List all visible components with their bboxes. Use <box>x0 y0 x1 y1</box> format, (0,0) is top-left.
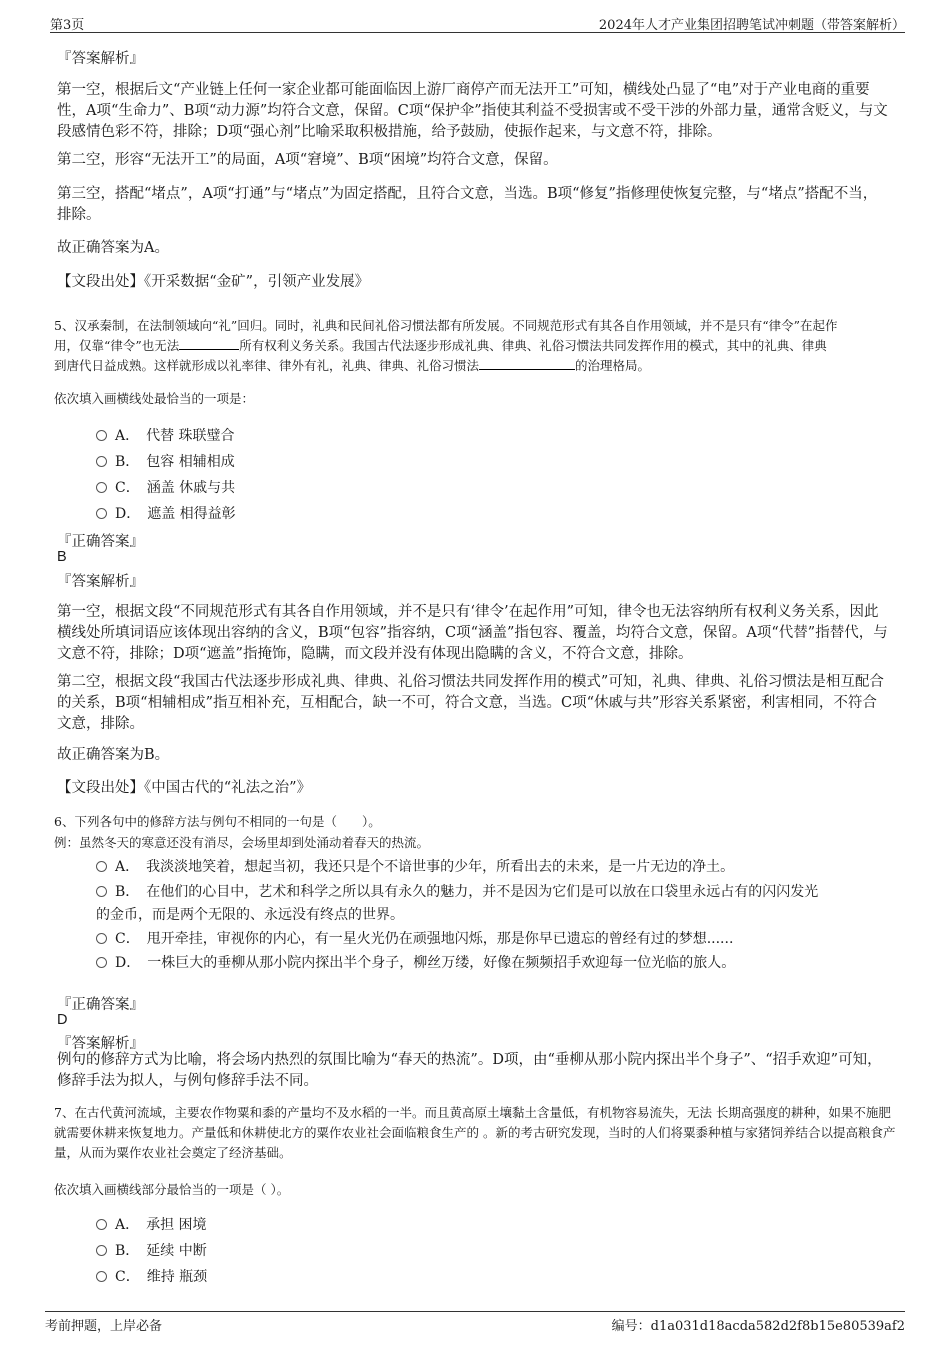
q5-stem-text: 所有权利义务关系。我国古代法逐步形成礼典、律典、礼俗习惯法共同发挥作用的模式，其中的礼典、律典 <box>239 338 827 353</box>
q6-option-d[interactable] <box>96 952 735 972</box>
footer-slogan: 考前押题，上岸必备 <box>45 1319 163 1334</box>
radio-icon[interactable] <box>96 1219 107 1230</box>
radio-icon[interactable] <box>96 1271 107 1282</box>
option-label: B． 在他们的心目中，艺术和科学之所以具有永久的魅力，并不是因为它们是可以放在口袋里永远占有的闪闪发光 <box>115 884 819 900</box>
q5-stem-line3 <box>54 356 650 374</box>
page-footer <box>45 1311 905 1334</box>
q7-option-b[interactable] <box>96 1240 207 1260</box>
q5-analysis-para2: 第二空，根据文段“我国古代法逐步形成礼典、律典、礼俗习惯法共同发挥作用的模式”可知，礼典、律典、礼俗习惯法是相互配合的关系，B项“相辅相成”指互相补充，互相配合，缺一不可，符合文意，当选。C项“休戚与共”形容关系紧密，利害相同，不符合文意，排除。 <box>57 674 884 732</box>
radio-icon[interactable] <box>96 957 107 968</box>
document-id: 编号：d1a031d18acda582d2f8b15e80539af2 <box>611 1319 905 1334</box>
q5-option-b[interactable] <box>96 451 235 471</box>
q5-stem-text: 到唐代日益成熟。这样就形成以礼率律、律外有礼，礼典、律典、礼俗习惯法 <box>54 358 480 373</box>
radio-icon[interactable] <box>96 861 107 872</box>
q5-answer: B <box>57 549 67 565</box>
radio-icon[interactable] <box>96 482 107 493</box>
option-label: C． 涵盖 休戚与共 <box>115 480 236 496</box>
radio-icon[interactable] <box>96 1245 107 1256</box>
q5-blank-2 <box>479 357 575 370</box>
q5-source: 【文段出处】《中国古代的“礼法之治”》 <box>57 780 312 796</box>
q4-source: 【文段出处】《开采数据“金矿”，引领产业发展》 <box>57 274 370 290</box>
option-label: C． 甩开牵挂，审视你的内心，有一星火光仍在顽强地闪烁，那是你早已遗忘的曾经有过的梦想...... <box>115 931 734 947</box>
option-label: B． 包容 相辅相成 <box>115 454 235 470</box>
q4-analysis-para1: 第一空，根据后文“产业链上任何一家企业都可能面临因上游厂商停产而无法开工”可知，横线处凸显了“电”对于产业电商的重要性，A项“生命力”、B项“动力源”均符合文意，保留。C项“保护伞”指使其利益不受损害或不受干涉的外部力量，通常含贬义，与文段感情色彩不符，排除；D项“强心剂”比喻采取积极措施，给予鼓励，使振作起来，与文意不符，排除。 <box>57 82 888 140</box>
radio-icon[interactable] <box>96 933 107 944</box>
q5-analysis-label: 『答案解析』 <box>57 574 144 590</box>
q6-option-c[interactable] <box>96 928 733 948</box>
q7-option-a[interactable] <box>96 1214 207 1234</box>
q6-option-b-cont: 的金币，而是两个无限的、永远没有终点的世界。 <box>96 907 404 923</box>
q4-analysis-para3: 第三空，搭配“堵点”，A项“打通”与“堵点”为固定搭配，且符合文意，当选。B项“修复”指修理使恢复完整，与“堵点”搭配不当，排除。 <box>57 186 878 223</box>
q5-conclusion: 故正确答案为B。 <box>57 747 170 763</box>
radio-icon[interactable] <box>96 886 107 897</box>
option-label: A． 我淡淡地笑着，想起当初，我还只是个不谙世事的少年，所看出去的未来，是一片无边的净土。 <box>115 859 735 875</box>
q6-analysis: 例句的修辞方式为比喻，将会场内热烈的氛围比喻为“春天的热流”。D项，由“垂柳从那小院内探出半个身子”、“招手欢迎”可知，修辞手法为拟人，与例句修辞手法不同。 <box>57 1052 882 1089</box>
q5-stem-line2 <box>54 336 827 354</box>
option-label: A． 承担 困境 <box>115 1217 207 1233</box>
q6-answer-label: 『正确答案』 <box>57 997 144 1013</box>
q4-conclusion: 故正确答案为A。 <box>57 240 169 256</box>
q7-prompt: 依次填入画横线部分最恰当的一项是（ ）。 <box>54 1182 290 1197</box>
radio-icon[interactable] <box>96 430 107 441</box>
q5-option-c[interactable] <box>96 477 235 497</box>
q5-option-a[interactable] <box>96 425 235 445</box>
q6-example: 例：虽然冬天的寒意还没有消尽，会场里却到处涌动着春天的热流。 <box>54 835 430 850</box>
q6-option-b[interactable] <box>96 881 818 901</box>
q5-blank-1 <box>179 337 239 350</box>
q5-prompt: 依次填入画横线处最恰当的一项是： <box>54 391 255 406</box>
q5-stem-line1: 5、汉承秦制，在法制领域向“礼”回归。同时，礼典和民间礼俗习惯法都有所发展。不同规范形式有其各自作用领域，并不是只有“律令”在起作 <box>54 318 838 333</box>
q7-stem: 7、在古代黄河流域，主要农作物粟和黍的产量均不及水稻的一半。而且黄高原土壤黏土含量低，有机物容易流失，无法 长期高强度的耕种，如果不施肥就需要休耕来恢复地力。产量低和休耕使北方的粟作农业社会面临粮食生产的 。新的考古研究发现，当时的人们将粟黍种植与家猪饲养结合以提高粮食产量，从而为粟作农业社会奠定了经济基础。 <box>54 1105 896 1160</box>
q5-analysis-para1: 第一空，根据文段“不同规范形式有其各自作用领域，并不是只有‘律令’在起作用”可知，律令也无法容纳所有权利义务关系，因此横线处所填词语应该体现出容纳的含义，B项“包容”指容纳，C项“涵盖”指包容、覆盖，均符合文意，保留。A项“代替”指替代，与文意不符，排除；D项“遮盖”指掩饰，隐瞒，而文段并没有体现出隐瞒的含义，不符合文意，排除。 <box>57 604 888 662</box>
page-number: 第3页 <box>50 18 85 33</box>
q5-answer-label: 『正确答案』 <box>57 534 144 550</box>
document-title: 2024年人才产业集团招聘笔试冲刺题（带答案解析） <box>598 18 905 33</box>
q5-stem-text: 用，仅靠“律令”也无法 <box>54 338 180 353</box>
q5-stem-text: 的治理格局。 <box>575 358 651 373</box>
option-label: D． 一株巨大的垂柳从那小院内探出半个身子，柳丝万缕，好像在频频招手欢迎每一位光临的旅人。 <box>115 955 736 971</box>
option-label: B． 延续 中断 <box>115 1243 207 1259</box>
q6-stem: 6、下列各句中的修辞方法与例句不相同的一句是（ ）。 <box>54 814 381 829</box>
q6-option-a[interactable] <box>96 856 734 876</box>
q7-option-c[interactable] <box>96 1266 207 1286</box>
page-header <box>50 12 905 33</box>
q6-analysis-label: 『答案解析』 <box>57 1036 144 1052</box>
option-label: A． 代替 珠联璧合 <box>115 428 235 444</box>
q4-analysis-label: 『答案解析』 <box>57 51 144 67</box>
option-label: D． 遮盖 相得益彰 <box>115 506 236 522</box>
q6-answer: D <box>57 1012 68 1028</box>
q4-analysis-para2: 第二空，形容“无法开工”的局面，A项“窘境”、B项“困境”均符合文意，保留。 <box>57 152 558 168</box>
radio-icon[interactable] <box>96 508 107 519</box>
radio-icon[interactable] <box>96 456 107 467</box>
q5-option-d[interactable] <box>96 503 236 523</box>
option-label: C． 维持 瓶颈 <box>115 1269 208 1285</box>
